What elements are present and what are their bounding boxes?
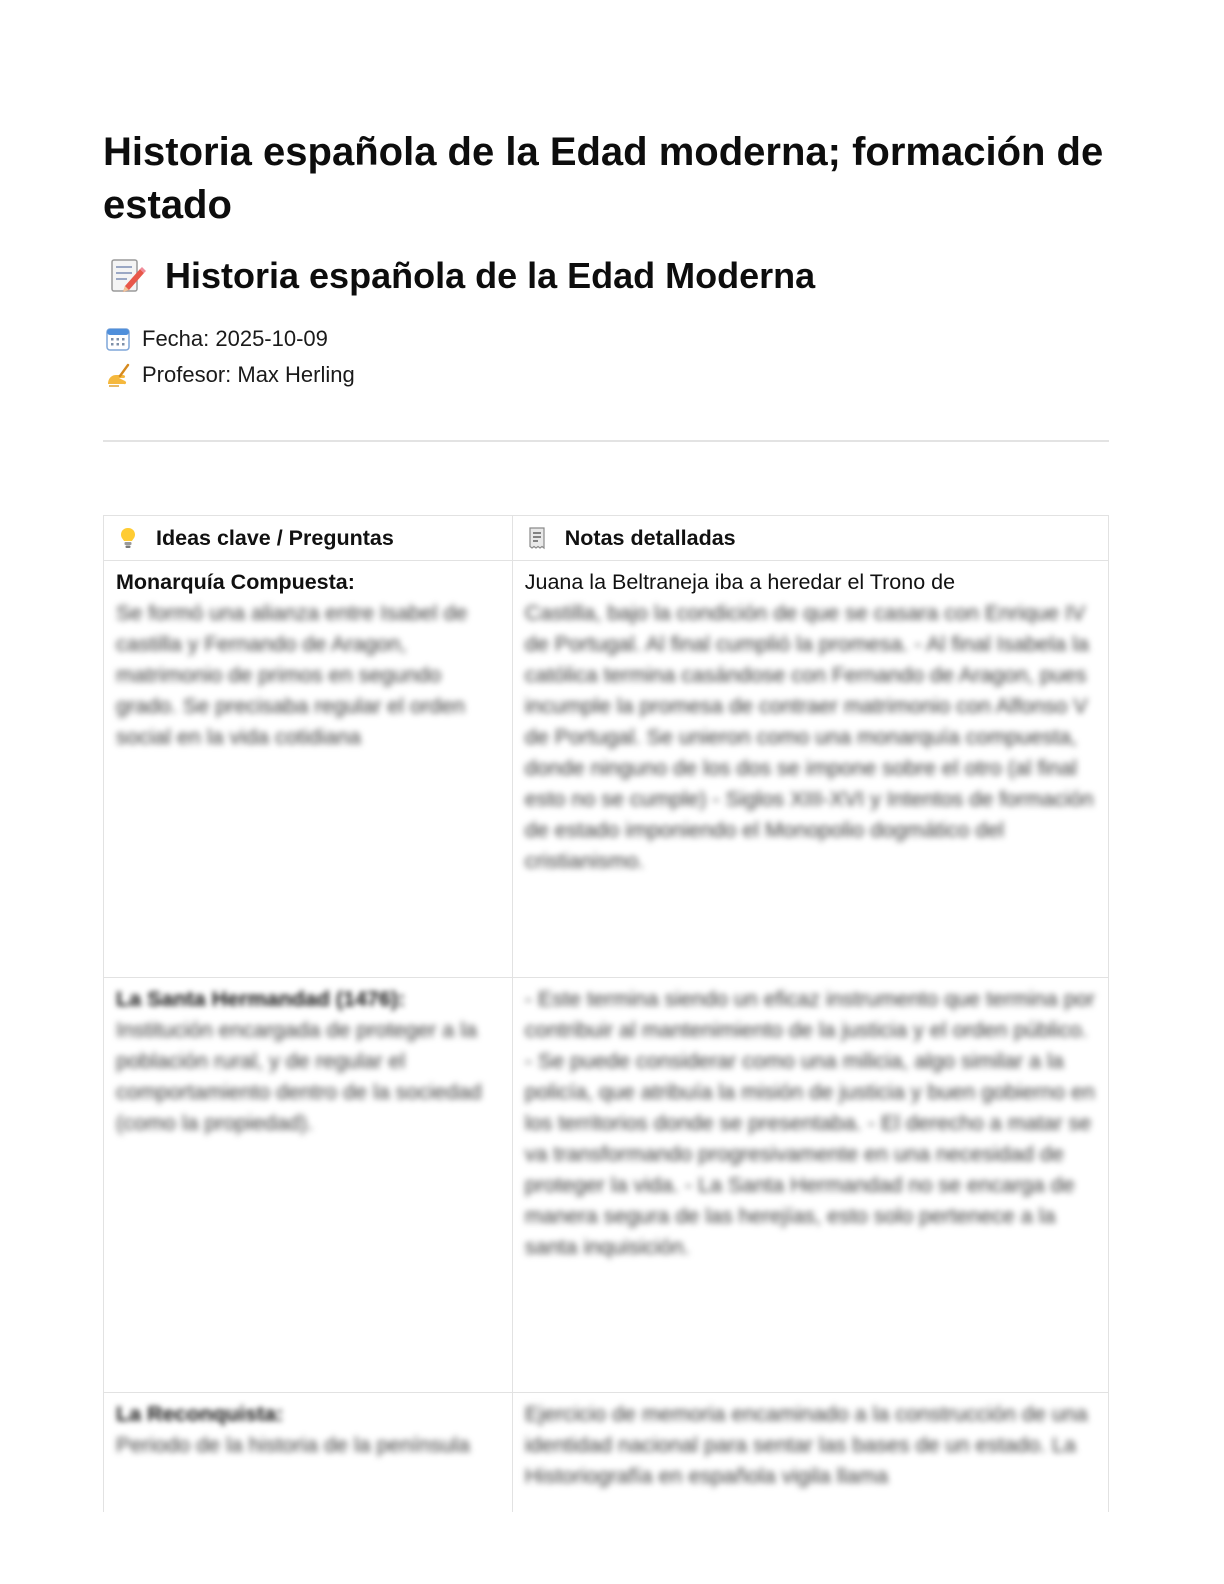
key-idea-text: Periodo de la historia de la península <box>116 1433 470 1457</box>
header-detailed-notes-label: Notas detalladas <box>564 525 736 550</box>
key-idea-cell <box>104 561 513 978</box>
divider <box>103 440 1109 442</box>
notes-text: - Este termina siendo un eficaz instrumento que termina por contribuir al mantenimiento de la justicia y el orden público. - Se puede considerar como una milicia, algo similar a la policía, que atribuía la misión de justicia y buen gobierno en los territorios donde se presentaba. - El derecho a matar se va transformando progresivamente en una necesidad de proteger la vida. - La Santa Hermandad no se encarga de manera segura de las herejías, esto solo pertenece a la santa inquisición. <box>524 987 1095 1259</box>
writing-hand-icon <box>105 362 131 388</box>
section-heading <box>107 252 815 300</box>
key-idea-text: Se formó una alianza entre Isabel de castilla y Fernando de Aragon, matrimonio de primos en segundo grado. Se precisaba regular el orden social en la vida cotidiana <box>116 601 468 749</box>
notes-cell <box>512 561 1108 978</box>
table-row <box>104 561 1109 978</box>
key-idea-cell <box>104 978 513 1393</box>
cornell-notes-table <box>103 515 1109 1546</box>
page-title: Historia española de la Edad moderna; formación de estado <box>103 130 1104 227</box>
key-idea-title: La Reconquista: <box>116 1402 284 1426</box>
notes-first-line: Juana la Beltraneja iba a heredar el Trono de <box>524 570 956 594</box>
key-idea-text: Institución encargada de proteger a la población rural, y de regular el comportamiento dentro de la sociedad (como la propiedad). <box>116 1018 482 1135</box>
section-heading-text: Historia española de la Edad Moderna <box>165 255 816 296</box>
header-key-ideas-label: Ideas clave / Preguntas <box>156 525 394 550</box>
notes-cell <box>512 978 1108 1393</box>
date-text: Fecha: 2025-10-09 <box>142 326 328 351</box>
professor-line <box>105 360 355 390</box>
memo-pencil-icon <box>107 256 147 296</box>
notes-text: Ejercicio de memoria encaminado a la construcción de una identidad nacional para sentar las bases de un estado. La Historiografía en española vigila llama <box>524 1402 1088 1488</box>
key-idea-title: Monarquía Compuesta: <box>116 570 355 594</box>
key-idea-title: La Santa Hermandad (1476): <box>116 987 406 1011</box>
lightbulb-icon <box>116 526 140 550</box>
date-line <box>105 324 328 354</box>
calendar-icon <box>105 326 131 352</box>
page-bottom-margin <box>0 1512 1224 1584</box>
notes-text: Castilla, bajo la condición de que se casara con Enrique IV de Portugal. Al final cumplió la promesa. - Al final Isabela la católica termina casándose con Fernando de Aragon, pues incumple la promesa de contraer matrimonio con Alfonso V de Portugal. Se unieron como una monarquía compuesta, donde ninguno de los dos se impone sobre el otro (al final esto no se cumple) - Siglos XIII-XVI y Intentos de formación de estado imponiendo el Monopolio dogmático del cristianismo. <box>524 601 1094 873</box>
header-key-ideas <box>104 516 513 561</box>
header-detailed-notes <box>512 516 1108 561</box>
receipt-icon <box>525 526 549 550</box>
table-row <box>104 978 1109 1393</box>
table-header-row <box>104 516 1109 561</box>
professor-text: Profesor: Max Herling <box>142 362 355 387</box>
